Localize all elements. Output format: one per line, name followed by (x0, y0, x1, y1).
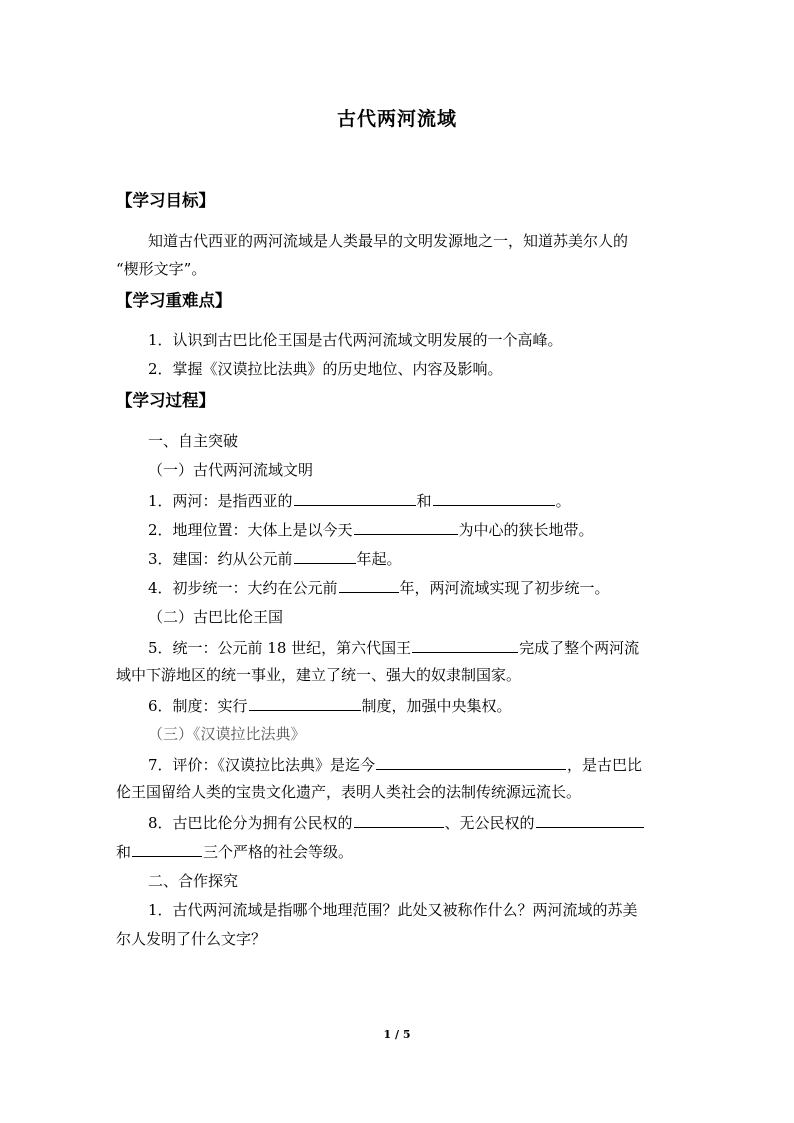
subsection-1-heading: （一）古代两河流域文明 (148, 461, 314, 479)
question-2 (148, 518, 708, 541)
question-8-text-d: 三个严格的社会等级。 (203, 843, 354, 861)
question-4-text-b: 年，两河流域实现了初步统一。 (399, 579, 610, 597)
question-8-text-c: 和 (116, 843, 132, 861)
answer-blank[interactable] (249, 694, 361, 711)
question-1-text-a: 1．两河：是指西亚的 (148, 492, 293, 510)
question-8-continued (116, 840, 676, 863)
page-title: 古代两河流域 (336, 108, 457, 130)
question-7-text-b: ，是古巴比 (567, 756, 643, 774)
page-number: 1 / 5 (383, 1028, 411, 1041)
answer-blank[interactable] (354, 518, 458, 535)
goals-text-line2: “楔形文字”。 (116, 260, 207, 278)
question-7-continued: 伦王国留给人类的宝贵文化遗产，表明人类社会的法制传统源远流长。 (116, 783, 582, 801)
subsection-3-heading: （三）《汉谟拉比法典》 (148, 725, 306, 743)
answer-blank[interactable] (354, 811, 444, 828)
key-point-2: 2．掌握《汉谟拉比法典》的历史地位、内容及影响。 (148, 360, 503, 378)
answer-blank[interactable] (132, 840, 202, 857)
answer-blank[interactable] (412, 636, 518, 653)
question-5 (148, 636, 708, 659)
question-6-text-b: 制度，加强中央集权。 (361, 697, 512, 715)
question-3-text-b: 年起。 (356, 550, 402, 568)
answer-blank[interactable] (294, 547, 356, 564)
question-8-text-b: 、无公民权的 (444, 814, 535, 832)
answer-blank[interactable] (294, 489, 416, 506)
key-point-1: 1．认识到古巴比伦王国是古代两河流域文明发展的一个高峰。 (148, 331, 563, 349)
question-6-text-a: 6．制度：实行 (148, 697, 248, 715)
question-5-text-b: 完成了整个两河流 (519, 639, 640, 657)
question-7-text-a: 7．评价：《汉谟拉比法典》是迄今 (148, 756, 376, 774)
part2-heading: 二、合作探究 (148, 872, 239, 890)
answer-blank[interactable] (536, 811, 644, 828)
process-heading: 【学习过程】 (116, 391, 215, 410)
question-3-text-a: 3．建国：约从公元前 (148, 550, 293, 568)
question-7 (148, 753, 708, 776)
question-2-text-b: 为中心的狭长地带。 (458, 521, 594, 539)
question-5-text-a: 5．统一：公元前 18 世纪，第六代国王 (148, 639, 412, 657)
question-4-text-a: 4．初步统一：大约在公元前 (148, 579, 338, 597)
question-4 (148, 576, 708, 599)
question-1-text-c: 。 (555, 492, 571, 510)
part1-heading: 一、自主突破 (148, 432, 239, 450)
subsection-2-heading: （二）古巴比伦王国 (148, 608, 284, 626)
question-5-continued: 域中下游地区的统一事业，建立了统一、强大的奴隶制国家。 (116, 666, 522, 684)
question-8 (148, 811, 708, 834)
question-6 (148, 694, 708, 717)
answer-blank[interactable] (376, 753, 566, 770)
question-2-text-a: 2．地理位置：大体上是以今天 (148, 521, 353, 539)
goals-heading: 【学习目标】 (116, 191, 215, 210)
inquiry-question-1-continued: 尔人发明了什么文字？ (116, 930, 267, 948)
goals-text-line1: 知道古代西亚的两河流域是人类最早的文明发源地之一，知道苏美尔人的 (148, 232, 629, 250)
key-points-heading: 【学习重难点】 (116, 291, 232, 310)
answer-blank[interactable] (339, 576, 399, 593)
answer-blank[interactable] (433, 489, 555, 506)
question-1 (148, 489, 708, 512)
inquiry-question-1: 1．古代两河流域是指哪个地理范围？此处又被称作什么？两河流域的苏美 (148, 901, 638, 919)
question-3 (148, 547, 708, 570)
question-1-text-b: 和 (416, 492, 432, 510)
question-8-text-a: 8．古巴比伦分为拥有公民权的 (148, 814, 353, 832)
